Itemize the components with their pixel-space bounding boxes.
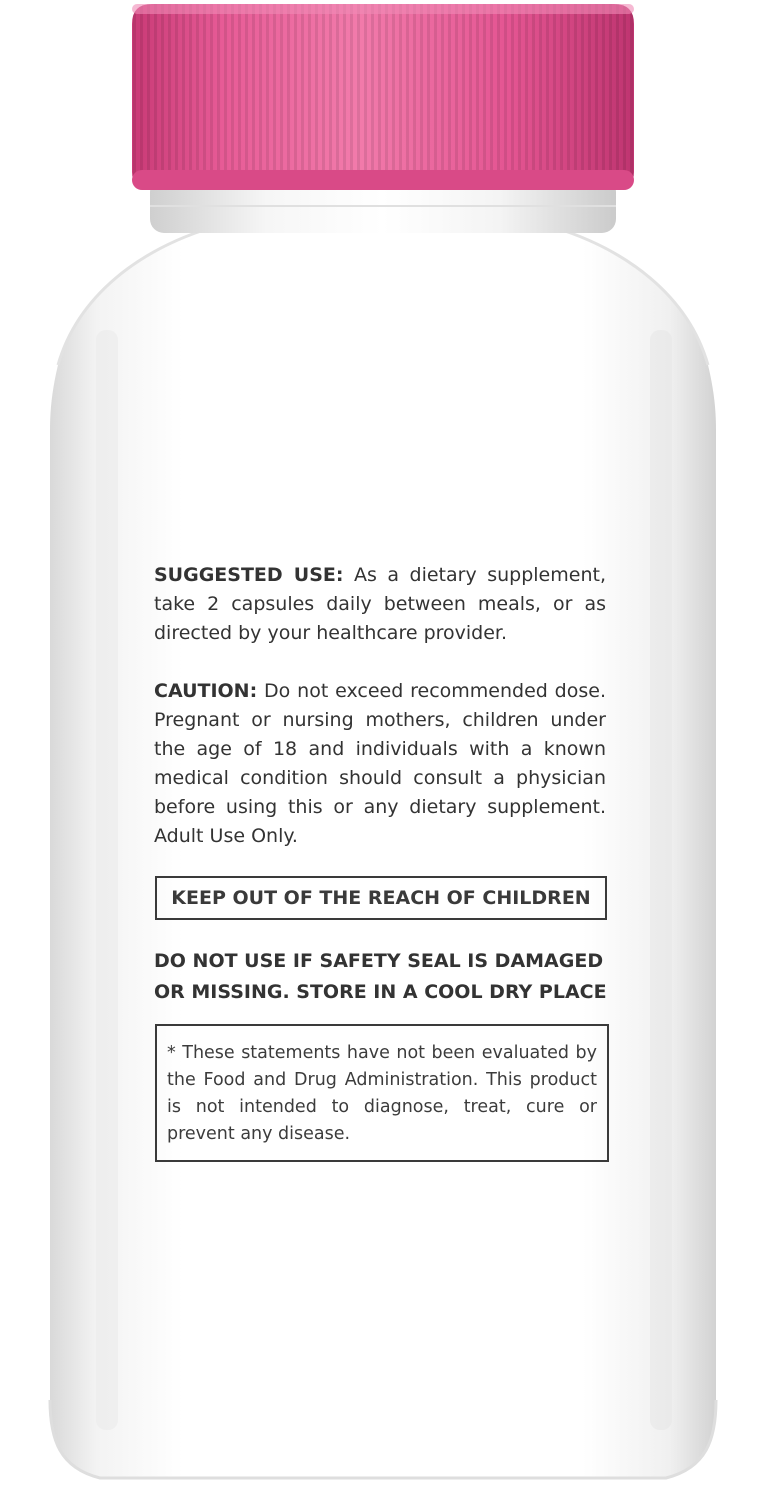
- suggested-use-section: [154, 561, 606, 648]
- safety-warning-line-2: OR MISSING. STORE IN A COOL DRY PLACE: [154, 981, 607, 1003]
- fda-disclaimer: [155, 1024, 609, 1162]
- caution-text: Do not exceed recommended dose. Pregnant or nursing mothers, children under the age of 18 and individuals with a known medical condition should consult a physician before using this or any dietary supplement. Adult Use Only.: [154, 680, 606, 847]
- caution-section: [154, 677, 606, 851]
- safety-warning-line-1: DO NOT USE IF SAFETY SEAL IS DAMAGED: [154, 950, 604, 972]
- caution-heading: CAUTION:: [154, 680, 258, 702]
- keep-out-of-reach-notice: KEEP OUT OF THE REACH OF CHILDREN: [155, 876, 607, 920]
- safety-warning: [154, 946, 614, 1008]
- suggested-use-text: As a dietary supplement, take 2 capsules daily between meals, or as directed by your healthcare provider.: [154, 564, 606, 644]
- suggested-use-heading: SUGGESTED USE:: [154, 564, 344, 586]
- fda-disclaimer-text: * These statements have not been evaluated by the Food and Drug Administration. This product is not intended to diagnose, treat, cure or prevent any disease.: [167, 1043, 597, 1144]
